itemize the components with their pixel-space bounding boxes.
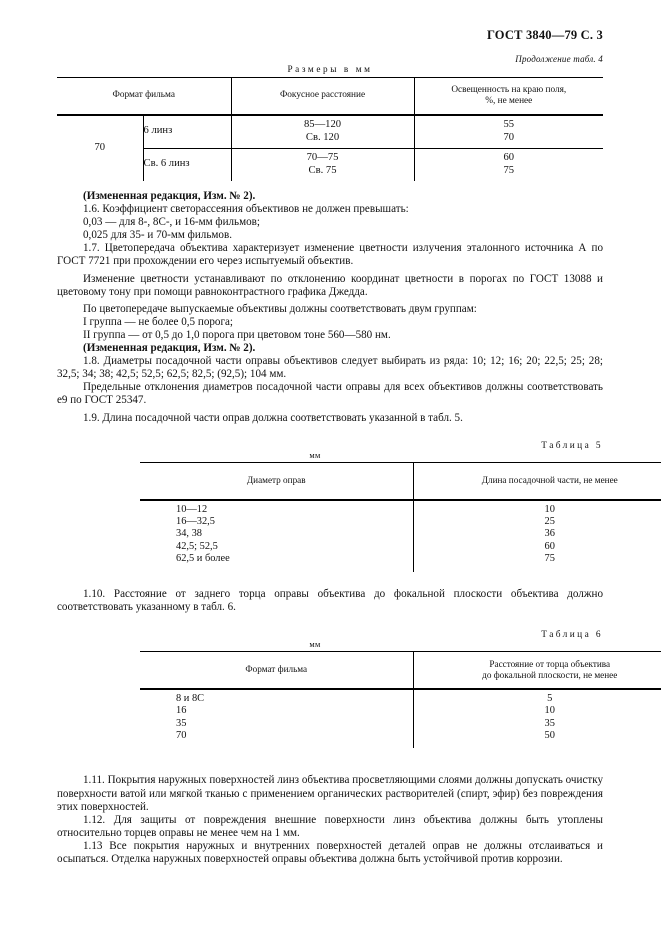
table4-cell-lenses-2: Св. 6 линз <box>143 149 231 182</box>
table-row <box>140 528 661 540</box>
table6-cell-distance: 5 <box>413 689 661 705</box>
table-row <box>140 718 661 730</box>
table6-number: Таблица 6 <box>541 629 603 640</box>
color-group-1: I группа — не более 0,5 порога; <box>83 315 234 328</box>
table-row <box>140 553 661 565</box>
table5-number: Таблица 5 <box>541 440 603 451</box>
revision-note-1: (Измененная редакция, Изм. № 2). <box>83 190 256 202</box>
table4-header-illumination <box>414 78 603 116</box>
table4-illum-1-line2: 70 <box>503 131 515 143</box>
table5-header-diameter: Диаметр оправ <box>246 475 306 486</box>
table6-header-row <box>140 651 661 689</box>
table6-header-format: Формат фильма <box>245 664 308 675</box>
table-row <box>140 689 661 705</box>
table5-cell-diameter: 10—12 <box>176 503 208 515</box>
table4-header-format: Формат фильма <box>112 90 175 101</box>
table5-cell-diameter: 34, 38 <box>176 528 202 540</box>
table6-cell-format: 8 и 8С <box>176 692 205 704</box>
clause-1-12: 1.12. Для защиты от повреждения внешние поверхности линз объектива должны быть утоплены относительно торцев оправы не менее чем на 1 мм. <box>57 813 603 839</box>
table-row <box>140 705 661 717</box>
table4-focal-1-line2: Св. 120 <box>305 131 340 143</box>
table4-cell-focal-1 <box>231 115 414 149</box>
table4-cell-illum-1 <box>414 115 603 149</box>
table-5 <box>140 462 661 572</box>
clause-1-9: 1.9. Длина посадочной части оправ должна соответствовать указанной в табл. 5. <box>83 411 463 424</box>
table6-cell-format: 35 <box>176 717 187 729</box>
clause-1-7-paragraph-3: По цветопередаче выпускаемые объективы должны соответствовать двум группам: <box>83 302 477 315</box>
clause-1-6: 1.6. Коэффициент светорассеяния объективов не должен превышать: <box>83 203 409 216</box>
table4-header-illumination-line1: Освещенность на краю поля, <box>451 84 567 95</box>
revision-note-2: (Измененная редакция, Изм. № 2). <box>83 342 256 355</box>
table6-header-distance-line1: Расстояние от торца объектива <box>489 658 611 669</box>
table5-cell-diameter: 16—32,5 <box>176 516 215 527</box>
table6-cell-format: 70 <box>176 730 187 742</box>
table5-header-row <box>140 462 661 500</box>
clause-1-7: 1.7. Цветопередача объектива характеризует изменение цветности излучения эталонного источника А по ГОСТ 7721 при прохождении его через испытуемый объектив. <box>57 242 603 268</box>
table4-cell-illum-2 <box>414 149 603 182</box>
table6-cell-distance: 50 <box>413 730 661 742</box>
clause-1-6-item-a: 0,03 — для 8-, 8С-, и 16-мм фильмов; <box>83 216 261 229</box>
table5-cell-length: 75 <box>413 553 661 565</box>
table6-units: мм <box>309 639 321 649</box>
table6-header-distance <box>413 651 661 689</box>
table4-header-focal: Фокусное расстояние <box>231 78 414 116</box>
page-content <box>57 0 618 866</box>
table5-cell-length: 36 <box>413 528 661 540</box>
table-row <box>140 516 661 528</box>
clause-1-7-paragraph-2: Изменение цветности устанавливают по отклонению координат цветности в порогах по ГОСТ 13088 и цветовому тону при помощи равноконтрастного графика Джедда. <box>57 272 603 298</box>
table4-cell-lenses-1: 6 линз <box>143 115 231 149</box>
table4-header-illumination-line2: %, не менее <box>485 96 533 106</box>
page-header-standard: ГОСТ 3840—79 С. 3 <box>486 28 603 42</box>
table4-illum-1-line1: 55 <box>503 118 515 130</box>
clause-1-13: 1.13 Все покрытия наружных и внутренних поверхностей деталей оправ не должны отслаиваться и осыпаться. Отделка наружных поверхностей оправы объектива должна быть устойчивой против коррозии. <box>57 839 603 865</box>
table4-focal-1-line1: 85—120 <box>303 118 342 130</box>
table4-focal-2-line1: 70—75 <box>306 151 339 163</box>
table-4-continued <box>57 77 603 181</box>
table-row <box>140 730 661 742</box>
clause-1-8: 1.8. Диаметры посадочной части оправы объективов следует выбирать из ряда: 10; 12; 16; 20; 22,5; 25; 28; 32,5; 34; 38; 42,5; 52,5; 62,5; 82,5; (92,5); 104 мм. <box>57 355 603 381</box>
table5-cell-length: 60 <box>413 541 661 553</box>
clause-1-8-paragraph-2: Предельные отклонения диаметров посадочной части оправы для всех объективов должны соответствовать e9 по ГОСТ 25347. <box>57 381 603 407</box>
table5-cell-diameter: 42,5; 52,5 <box>176 540 218 552</box>
table4-illum-2-line2: 75 <box>503 164 515 176</box>
table6-cell-format: 16 <box>176 705 187 717</box>
table5-cell-length: 25 <box>413 516 661 528</box>
color-group-2: II группа — от 0,5 до 1,0 порога при цветовом тоне 560—580 нм. <box>83 328 391 341</box>
table-6 <box>140 651 661 749</box>
table-row <box>140 500 661 516</box>
table5-cell-length: 10 <box>413 500 661 516</box>
clause-1-10: 1.10. Расстояние от заднего торца оправы объектива до фокальной плоскости объектива должно соответствовать указанному в табл. 6. <box>57 587 603 613</box>
table-row <box>140 541 661 553</box>
table5-units: мм <box>309 450 321 460</box>
table4-cell-focal-2 <box>231 149 414 182</box>
table4-header-row <box>57 78 603 116</box>
table6-header-distance-line2: до фокальной плоскости, не менее <box>482 669 618 680</box>
table6-cell-distance: 35 <box>413 718 661 730</box>
table4-focal-2-line2: Св. 75 <box>308 164 337 176</box>
table4-cell-format-70: 70 <box>94 141 106 153</box>
continuation-note: Продолжение табл. 4 <box>515 54 603 64</box>
clause-1-11: 1.11. Покрытия наружных поверхностей линз объектива просветляющими слоями должны допускать очистку поверхности ватой или мягкой тканью с применением органических растворителей (спирт, эфир) без повреждения этих поверхностей. <box>57 774 603 813</box>
table6-cell-distance: 10 <box>413 705 661 717</box>
table5-header-length: Длина посадочной части, не менее <box>413 462 661 500</box>
clause-1-6-item-b: 0,025 для 35- и 70-мм фильмов. <box>83 229 232 242</box>
table4-illum-2-line1: 60 <box>503 151 515 163</box>
table4-units-caption: Размеры в мм <box>287 64 373 74</box>
table5-cell-diameter: 62,5 и более <box>176 553 230 565</box>
table-row <box>57 115 603 149</box>
